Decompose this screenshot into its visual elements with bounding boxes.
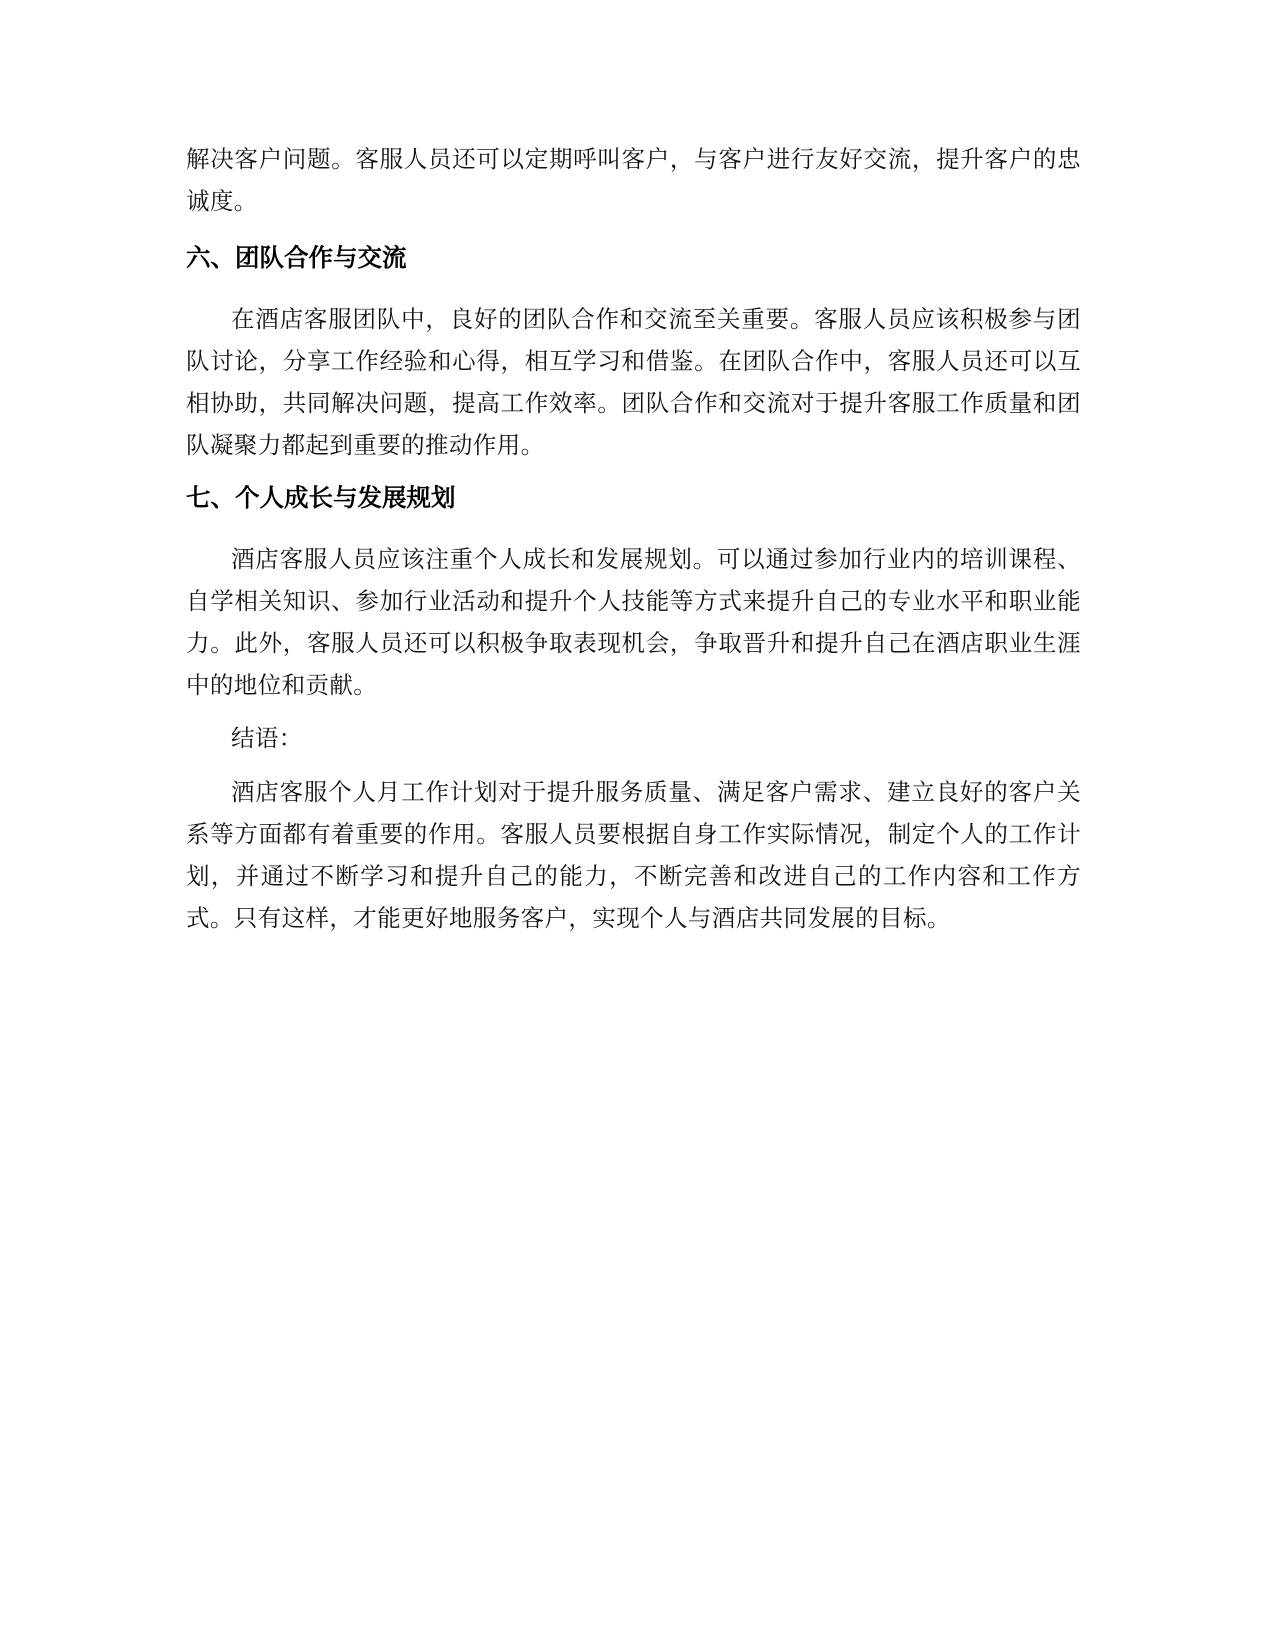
section-heading-team-cooperation: 六、团队合作与交流 — [186, 243, 407, 272]
section-paragraph-team-cooperation: 在酒店客服团队中，良好的团队合作和交流至关重要。客服人员应该积极参与团队讨论，分享工作经验和心得，相互学习和借鉴。在团队合作中，客服人员还可以互相协助，共同解决问题，提高工作效率。团队合作和交流对于提升客服工作质量和团队凝聚力都起到重要的推动作用。 — [186, 305, 1081, 459]
section-paragraph-personal-growth: 酒店客服人员应该注重个人成长和发展规划。可以通过参加行业内的培训课程、自学相关知识、参加行业活动和提升个人技能等方式来提升自己的专业水平和职业能力。此外，客服人员还可以积极争取表现机会，争取晋升和提升自己在酒店职业生涯中的地位和贡献。 — [186, 545, 1081, 699]
section-heading-personal-growth: 七、个人成长与发展规划 — [186, 483, 456, 512]
conclusion-label: 结语： — [231, 724, 303, 752]
continuation-paragraph: 解决客户问题。客服人员还可以定期呼叫客户，与客户进行友好交流，提升客户的忠诚度。 — [186, 145, 1081, 215]
document-page — [186, 138, 1081, 939]
conclusion-paragraph: 酒店客服个人月工作计划对于提升服务质量、满足客户需求、建立良好的客户关系等方面都有着重要的作用。客服人员要根据自身工作实际情况，制定个人的工作计划，并通过不断学习和提升自己的能力，不断完善和改进自己的工作内容和工作方式。只有这样，才能更好地服务客户，实现个人与酒店共同发展的目标。 — [186, 778, 1081, 932]
